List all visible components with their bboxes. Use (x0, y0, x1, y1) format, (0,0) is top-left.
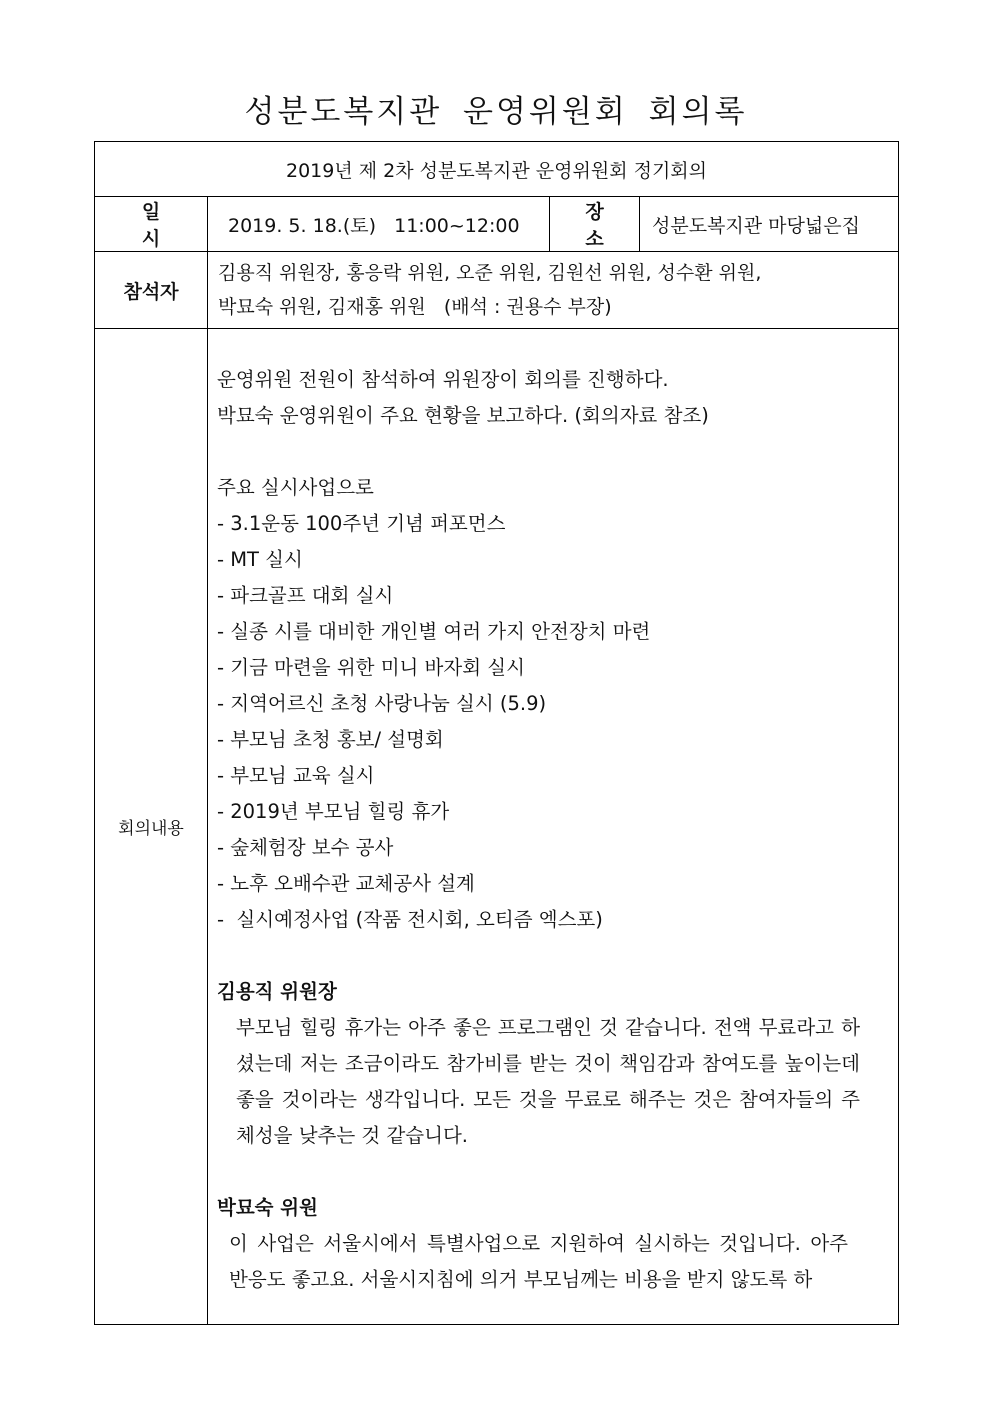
speaker-statement: 이 사업은 서울시에서 특별사업으로 지원하여 실시하는 것입니다. 아주 반응도 좋고요. 서울시지침에 의거 부모님께는 비용을 받지 않도록 하 (229, 1232, 849, 1291)
project-item: - 3.1운동 100주년 기념 퍼포먼스 (217, 512, 506, 535)
project-item: - 실시예정사업 (작품 전시회, 오티즘 엑스포) (217, 908, 603, 931)
speaker-name: 박묘숙 위원 (217, 1196, 318, 1219)
project-item: - 실종 시를 대비한 개인별 여러 가지 안전장치 마련 (217, 620, 651, 643)
attendees-line-1: 김용직 위원장, 홍응락 위원, 오준 위원, 김원선 위원, 성수환 위원, (218, 262, 762, 284)
intro-line-2: 박묘숙 운영위원이 주요 현황을 보고하다. (회의자료 참조) (217, 404, 709, 427)
project-item: - 숲체험장 보수 공사 (217, 836, 394, 859)
project-item: - 지역어르신 초청 사랑나눔 실시 (5.9) (217, 692, 547, 715)
meeting-heading: 2019년 제 2차 성분도복지관 운영위원회 정기회의 (95, 142, 899, 197)
content-label: 회의내용 (95, 329, 208, 1325)
project-item: - MT 실시 (217, 548, 303, 571)
project-item: - 노후 오배수관 교체공사 설계 (217, 872, 475, 895)
date-label: 일 시 (95, 197, 208, 252)
speaker-statement: 부모님 힐링 휴가는 아주 좋은 프로그램인 것 같습니다. 전액 무료라고 하셨는데 저는 조금이라도 참가비를 받는 것이 책임감과 참여도를 높이는데 좋을 것이라는 생각입니다. 모든 것을 무료로 해주는 것은 참여자들의 주체성을 낮추는 것 같습니다. (236, 1016, 861, 1147)
project-item: - 2019년 부모님 힐링 휴가 (217, 800, 450, 823)
minutes-table (94, 141, 899, 1325)
project-item: - 파크골프 대회 실시 (217, 584, 394, 607)
speaker-name: 김용직 위원장 (217, 980, 337, 1003)
date-value: 2019. 5. 18.(토) 11:00~12:00 (208, 197, 550, 252)
place-label: 장 소 (550, 197, 640, 252)
content-cell (208, 329, 899, 1325)
projects-heading: 주요 실시사업으로 (217, 476, 374, 499)
attendees-label: 참석자 (95, 252, 208, 329)
place-value: 성분도복지관 마당넓은집 (640, 197, 899, 252)
project-item: - 부모님 교육 실시 (217, 764, 375, 787)
attendees-line-2: 박묘숙 위원, 김재홍 위원 (배석 : 권용수 부장) (218, 296, 612, 318)
project-item: - 기금 마련을 위한 미니 바자회 실시 (217, 656, 525, 679)
attendees-cell (208, 252, 899, 329)
project-item: - 부모님 초청 홍보/ 설명회 (217, 728, 444, 751)
intro-line-1: 운영위원 전원이 참석하여 위원장이 회의를 진행하다. (217, 368, 669, 391)
document-title: 성분도복지관 운영위원회 회의록 (244, 94, 748, 130)
